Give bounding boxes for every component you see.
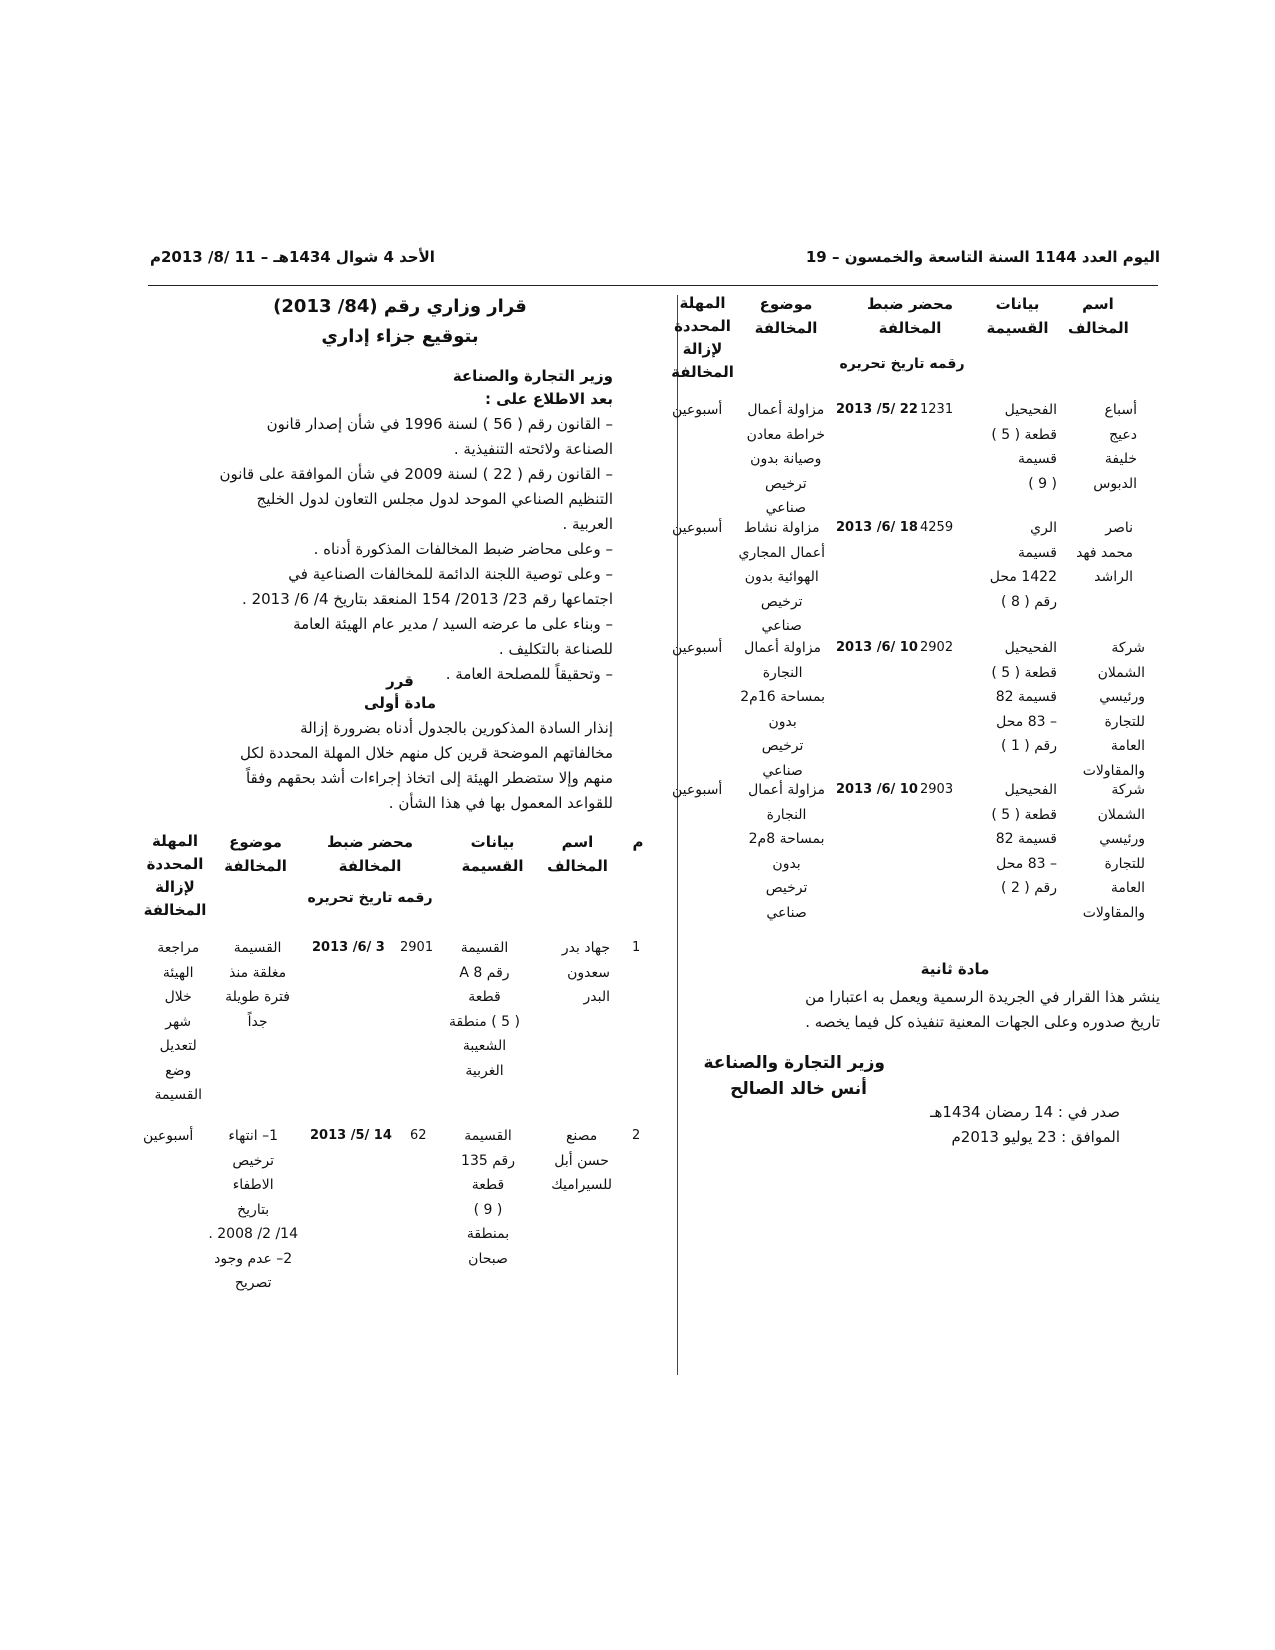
left-header-deadline: المهلة المحددة لإزالة المخالفة: [143, 832, 207, 919]
decree-title: قرار وزاري رقم (84/ 2013) بتوقيع جزاء إداري: [273, 296, 527, 347]
row-record-number: 62: [410, 1128, 427, 1143]
left-header-record: محضر ضبط المخالفة: [326, 833, 414, 875]
row-name: جهاد بدر سعدون البدر: [561, 940, 610, 1005]
signature-name: أنس خالد الصالح: [730, 1079, 867, 1099]
row-record-number: 2902: [920, 640, 954, 655]
row-plot: القسيمة رقم 135 قطعة ( 9 ) بمنطقة صبحان: [461, 1128, 515, 1267]
decree-minister: وزير التجارة والصناعة: [452, 367, 613, 385]
row-record-date: 2013 /6/ 3: [312, 940, 385, 955]
signature-title: وزير التجارة والصناعة: [703, 1053, 885, 1073]
issue-date-hijri: صدر في : 14 رمضان 1434هـ: [930, 1103, 1120, 1121]
header-rule: [148, 285, 1158, 286]
header-date: الأحد 4 شوال 1434هـ – 11 /8/ 2013م: [150, 248, 435, 266]
right-header-plot: بيانات القسيمة: [986, 295, 1049, 337]
row-deadline: أسبوعين: [672, 402, 723, 418]
row-deadline: مراجعة الهيئة خلال شهر لتعديل وضع القسيمة: [154, 940, 202, 1103]
row-name: شركة الشملان ورئيسي للتجارة العامة والمقاولات: [1082, 640, 1145, 779]
row-record-number: 1231: [920, 402, 954, 417]
row-subject: مزاولة أعمال النجارة بمساحة 16م2 بدون ترخيص صناعي: [740, 640, 825, 779]
left-header-plot: بيانات القسيمة: [461, 833, 524, 875]
row-name: شركة الشملان ورئيسي للتجارة العامة والمقاولات: [1082, 782, 1145, 921]
row-index: 2: [632, 1128, 641, 1143]
issue-dates: [930, 1100, 1120, 1150]
decree-after-review: بعد الاطلاع على :: [484, 390, 613, 408]
row-subject: القسيمة مغلقة منذ فترة طويلة جداً: [225, 940, 290, 1030]
decree-preamble: – القانون رقم ( 56 ) لسنة 1996 في شأن إصدار قانون الصناعة ولائحته التنفيذية . – القانون رقم ( 22 ) لسنة 2009 في شأن الموافقة على قانون التنظيم الصناعي الموحد لدول مجلس التعاون لدول الخليج العربية . – وعلى محاضر ضبط المخالفات المذكورة أدناه . – وعلى توصية اللجنة الدائمة للمخالفات الصناعية في اجتماعها رقم 23/ 2013/ 154 المنعقد بتاريخ 4/ 6/ 2013 . – وبناء على ما عرضه السيد / مدير عام الهيئة العامة للصناعة بالتكليف . – وتحقيقاً للمصلحة العامة .: [219, 415, 613, 683]
row-name: ناصر محمد فهد الراشد: [1076, 520, 1133, 585]
row-plot: الفحيحيل قطعة ( 5 ) قسيمة ( 9 ): [991, 402, 1057, 492]
row-record-number: 2903: [920, 782, 954, 797]
row-subject: مزاولة أعمال خراطة معادن وصيانة بدون ترخيص صناعي: [746, 402, 825, 516]
row-name: أسباع دعيج خليفة الدبوس: [1093, 402, 1137, 492]
row-name: مصنع حسن أبل للسيراميك: [551, 1128, 612, 1193]
left-header-name: اسم المخالف: [547, 833, 608, 875]
left-header-subject: موضوع المخالفة: [224, 833, 287, 875]
row-record-number: 4259: [920, 520, 954, 535]
article-two-text: ينشر هذا القرار في الجريدة الرسمية ويعمل به اعتبارا من تاريخ صدوره وعلى الجهات المعنية تنفيذه كل فيما يخصه .: [805, 988, 1160, 1031]
row-deadline: أسبوعين: [672, 640, 723, 656]
left-header-record-sub: رقمه تاريخ تحريره: [307, 890, 433, 906]
row-record-date: 2013 /6/ 10: [836, 782, 918, 797]
row-record-date: 2013 /5/ 14: [310, 1128, 392, 1143]
article-one-text: إنذار السادة المذكورين بالجدول أدناه بضرورة إزالة مخالفاتهم الموضحة قرين كل منهم خلال المهلة المحددة لكل منهم وإلا ستضطر الهيئة إلى اتخاذ إجراءات أشد بحقهم وفقاً للقواعد المعمول بها في هذا الشأن .: [239, 719, 613, 812]
row-deadline: أسبوعين: [672, 520, 723, 536]
row-index: 1: [632, 940, 641, 955]
row-subject: 1– انتهاء ترخيص الاطفاء بتاريخ 14/ 2/ 2008 . 2– عدم وجود تصريح: [208, 1128, 298, 1291]
row-plot: القسيمة رقم A 8 قطعة ( 5 ) منطقة الشعيبة الغربية: [448, 940, 520, 1079]
row-plot: الري قسيمة 1422 محل رقم ( 8 ): [989, 520, 1057, 610]
decree-decided: قرر: [386, 672, 414, 690]
row-record-date: 2013 /6/ 18: [836, 520, 918, 535]
column-divider: [677, 295, 678, 1375]
issue-date-gregorian: الموافق : 23 يوليو 2013م: [951, 1128, 1120, 1146]
right-header-subject: موضوع المخالفة: [754, 295, 818, 337]
row-record-date: 2013 /5/ 22: [836, 402, 918, 417]
article-one-title: مادة أولى: [364, 694, 436, 712]
right-header-record-sub: رقمه تاريخ تحريره: [839, 356, 965, 372]
row-plot: الفحيحيل قطعة ( 5 ) قسيمة 82 – 83 محل رقم ( 2 ): [991, 782, 1057, 896]
row-deadline: أسبوعين: [143, 1128, 194, 1144]
row-plot: الفحيحيل قطعة ( 5 ) قسيمة 82 – 83 محل رقم ( 1 ): [991, 640, 1057, 754]
signature-block: [703, 1050, 885, 1102]
right-header-name: اسم المخالف: [1068, 295, 1129, 337]
row-subject: مزاولة نشاط أعمال المجاري الهوائية بدون ترخيص صناعي: [738, 520, 825, 634]
header-issue-info: اليوم العدد 1144 السنة التاسعة والخمسون – 19: [805, 248, 1160, 266]
left-header-index: م: [632, 833, 644, 851]
right-header-deadline: المهلة المحددة لإزالة المخالفة: [671, 294, 734, 381]
article-two-title: مادة ثانية: [920, 960, 990, 978]
row-record-date: 2013 /6/ 10: [836, 640, 918, 655]
row-subject: مزاولة أعمال النجارة بمساحة 8م2 بدون ترخيص صناعي: [748, 782, 825, 921]
row-deadline: أسبوعين: [672, 782, 723, 798]
right-header-record: محضر ضبط المخالفة: [866, 295, 954, 337]
row-record-number: 2901: [400, 940, 434, 955]
